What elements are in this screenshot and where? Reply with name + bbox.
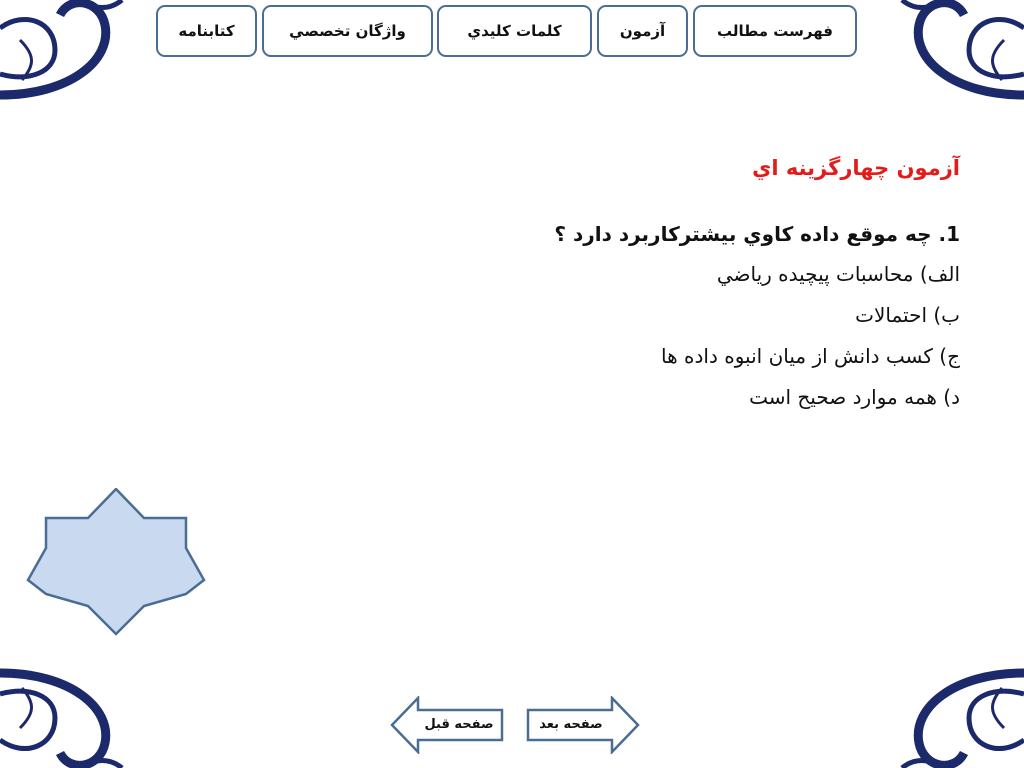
question-text: 1. چه موقع داده كاوي بيشتركاربرد دارد ؟ [554,222,960,246]
option-b[interactable]: ب) احتمالات [855,303,960,327]
nav-button-table-of-contents[interactable]: فهرست مطالب [693,5,857,57]
next-page-button[interactable] [526,696,640,754]
option-c[interactable]: ج) كسب دانش از ميان انبوه داده ها [661,344,960,368]
corner-ornament-top-right [874,0,1024,110]
option-d[interactable]: د) همه موارد صحيح است [749,385,960,409]
eight-point-star-icon [26,488,206,636]
nav-button-bibliography[interactable]: كتابنامه [156,5,257,57]
corner-ornament-top-left [0,0,150,110]
option-a[interactable]: الف) محاسبات پيچيده رياضي [716,262,960,286]
quiz-content [400,148,960,418]
quiz-title: آزمون چهارگزينه اي [752,156,960,180]
nav-button-glossary[interactable]: واژگان تخصصي [262,5,433,57]
top-navigation [156,5,858,61]
nav-button-quiz[interactable]: آزمون [597,5,688,57]
corner-ornament-bottom-right [874,658,1024,768]
corner-ornament-bottom-left [0,658,150,768]
previous-page-label: صفحه قبل [424,716,494,732]
nav-button-keywords[interactable]: كلمات كليدي [437,5,592,57]
next-page-label: صفحه بعد [539,716,603,732]
previous-page-button[interactable] [390,696,504,754]
